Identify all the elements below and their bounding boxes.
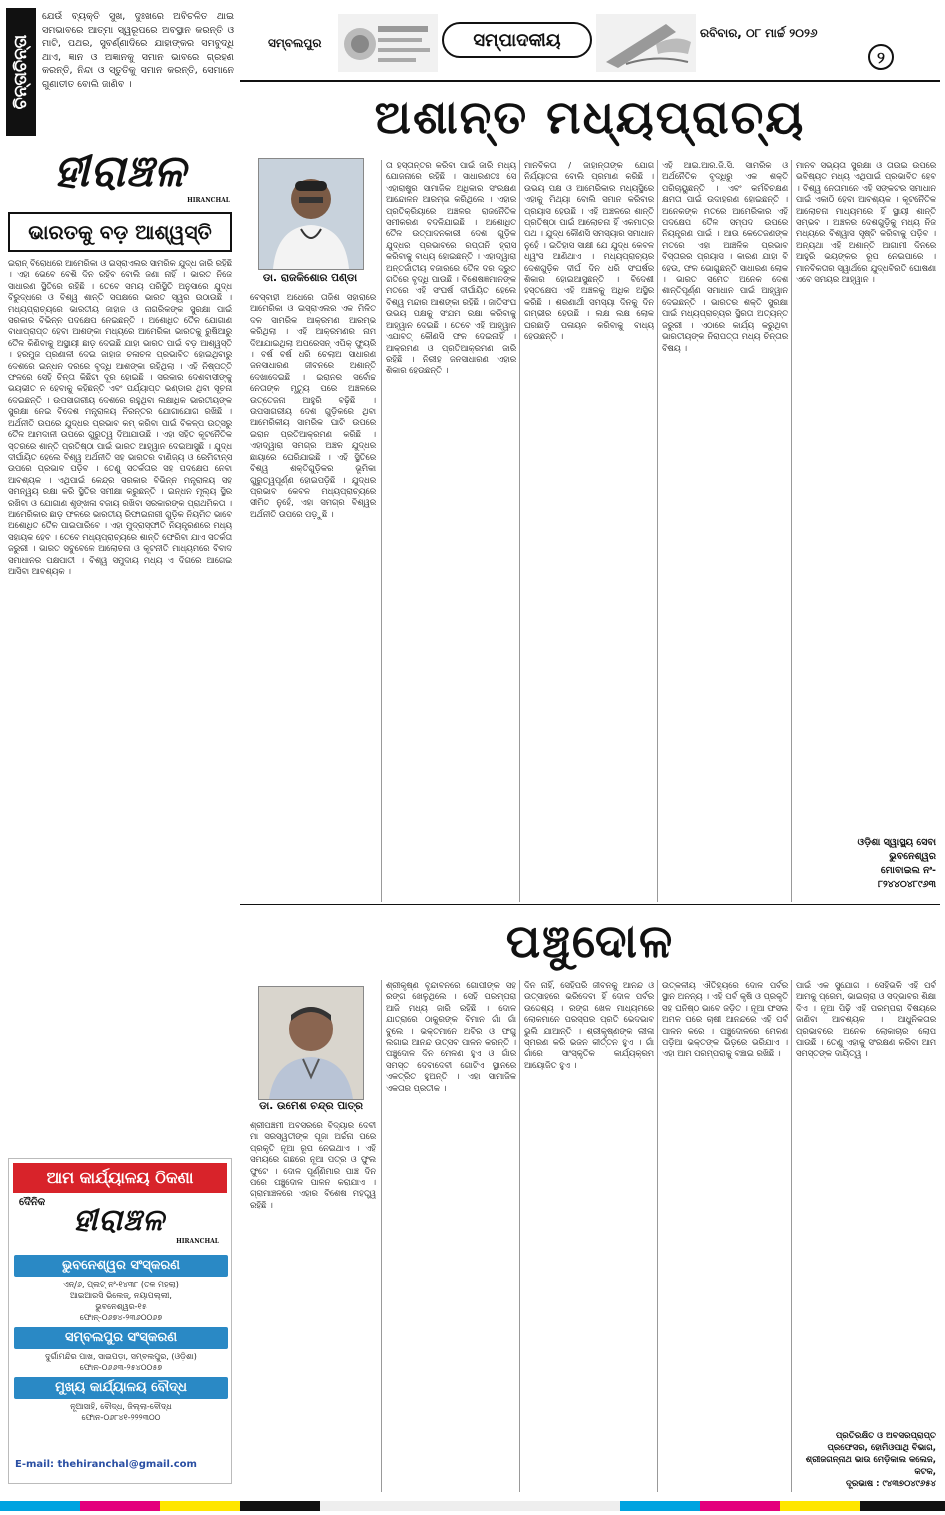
thought-box	[6, 8, 234, 136]
article2-column: ଉତ୍କଳୀୟ ଐତିହ୍ୟରେ ଦୋଳ ପର୍ବର ସ୍ଥାନ ଅନନ୍ୟ । ଏହି ପର୍ବ କୃଷି ଓ ପ୍ରକୃତି ସହ ଘନିଷ୍ଠ ଭାବେ ଜଡ଼ିତ । ନୂଆ ଫସଲ ଅମଳ ପରେ ଚାଷୀ ଆନନ୍ଦରେ ଏହି ପର୍ବ ପାଳନ କରେ । ପଞ୍ଚୁଦୋଳରେ ମେଳଣ ପଡ଼ିଆ ଭକ୍ତଙ୍କ ଭିଡ଼ରେ ଭରିଯାଏ । ଏହା ଆମ ପରମ୍ପରାକୁ ବଞ୍ଚାଇ ରଖିଛି ।	[662, 980, 788, 1059]
byline-line: ପ୍ରତିରକ୍ଷିତ ଓ ଅବସରପ୍ରାପ୍ତ	[835, 1431, 936, 1441]
column-divider	[519, 980, 520, 1492]
byline-line: ଓଡ଼ିଶା ସ୍ୱାସ୍ଥ୍ୟ ସେବା	[857, 837, 936, 848]
section-divider	[240, 904, 940, 905]
article2-column: ପାଇଁ ଏକ ସୁଯୋଗ । ସେହିଭଳି ଏହି ପର୍ବ ଆମକୁ ପ୍ରେମ, ଭାଇଚାରା ଓ ସଦ୍‌ଭାବର ଶିକ୍ଷା ଦିଏ । ନୂଆ ପିଢ଼ି ଏହି ପରମ୍ପରା ବିଷୟରେ ଜାଣିବା ଆବଶ୍ୟକ । ଆଧୁନିକତାର ପ୍ରଭାବରେ ଅନେକ ଲୋକାଚାର ଲୋପ ପାଉଛି । ତେଣୁ ଏହାକୁ ସଂରକ୍ଷଣ କରିବା ଆମ ସମସ୍ତଙ୍କ ଦାୟିତ୍ୱ ।	[796, 980, 936, 1059]
logo-text: ହୀରାଞ୍ଚଳ	[53, 146, 187, 197]
thought-label: ଚିନ୍ତାଚିନ୍ତା	[6, 8, 36, 136]
article2-title: ପଞ୍ଚୁଦୋଳ	[505, 914, 675, 968]
author2-caption: ଡା. ଉମେଶ ଚନ୍ଦ୍ର ପାତ୍ର	[259, 1100, 363, 1112]
article1-title: ଅଶାନ୍ତ ମଧ୍ୟପ୍ରାଚ୍ୟ	[374, 90, 806, 144]
article1-column: ମାନବିକତା / ଜାହାନ୍ତାଙ୍କ ଯୋଗ ନିର୍ଯ୍ୟାତନା ବୋଲି ପ୍ରମାଣ କରିଛି । ଉଭୟ ପକ୍ଷ ଓ ଆମେରିକାର ମଧ୍ୟସ୍ଥିରେ ଏହାକୁ ମିଥ୍ୟା ବୋଲି ସମାନ କରିବାର ପ୍ରୟାସ ହେଉଛି । ଏହି ଅଞ୍ଚଳରେ ଶାନ୍ତି ପ୍ରତିଷ୍ଠା ପାଇଁ ଆଲୋଚନା ହିଁ ଏକମାତ୍ର ପଥ । ଯୁଦ୍ଧ କୌଣସି ସମସ୍ୟାର ସମାଧାନ ନୁହେଁ । ଇତିହାସ ସାକ୍ଷୀ ଯେ ଯୁଦ୍ଧ କେବଳ ଧ୍ୱଂସ ଆଣିଥାଏ । ମଧ୍ୟପ୍ରାଚ୍ୟର ଦେଶଗୁଡ଼ିକ ଦୀର୍ଘ ଦିନ ଧରି ସଂଘର୍ଷର ଶିକାର ହୋଇଆସୁଛନ୍ତି । ବିଦେଶୀ ହସ୍ତକ୍ଷେପ ଏହି ଅଞ୍ଚଳକୁ ଅଧିକ ଅସ୍ଥିର କରିଛି । ଶରଣାର୍ଥୀ ସମସ୍ୟା ଦିନକୁ ଦିନ ଗମ୍ଭୀର ହେଉଛି । ଲକ୍ଷ ଲକ୍ଷ ଲୋକ ଘରଛାଡ଼ି ପଳାୟନ କରିବାକୁ ବାଧ୍ୟ ହେଉଛନ୍ତି ।	[524, 160, 654, 342]
column-divider	[519, 160, 520, 902]
column-divider	[791, 160, 792, 902]
office-address-box	[8, 1158, 232, 1484]
issue-date: ରବିବାର, ୦୮ ମାର୍ଚ୍ଚ ୨୦୨୬	[700, 26, 818, 40]
byline-line: ଦୂରଭାଷ : ୯୪୩୭୦୪୯୬୫୪	[846, 1479, 936, 1489]
address-boudh: ନୂଆସାହି, ବୌଦ୍ଧ, ଜିଲ୍ଲା-ବୌଦ୍ଧ ଫୋନ-୦୬୮୪୧-୨୨୨୩୦୦	[70, 1402, 172, 1422]
column-divider	[791, 980, 792, 1492]
article2-byline	[796, 1430, 936, 1490]
section-title: ସମ୍ପାଦକୀୟ	[442, 22, 592, 58]
office-logo-text: ହୀରାଞ୍ଚଳ	[73, 1203, 165, 1238]
byline-line: ୮୨୪୪୦୪୮୯୬୩	[878, 879, 936, 890]
thought-quote: ଯେଉଁ ବ୍ୟକ୍ତି ସୁଖ, ଦୁଃଖରେ ଅବିଚଳିତ ଥାଇ ସମଭାବରେ ଆତ୍ମା ସ୍ୱରୂପରେ ଅବସ୍ଥାନ କରନ୍ତି ଓ ମାଟି, ପଥର, ସୁବର୍ଣ୍ଣାଦିରେ ଯାହାଙ୍କର ସମବୁଦ୍ଧି ଥାଏ, ଜ୍ଞାନ ଓ ଅଜ୍ଞାନକୁ ସମାନ ଭାବରେ ଗ୍ରହଣ କରନ୍ତି, ନିନ୍ଦା ଓ ସ୍ତୁତିକୁ ସମାନ କରନ୍ତି, ସେମାନେ ଗୁଣାତୀତ ବୋଲି ଜାଣିବ ।	[42, 11, 234, 90]
article1-column: ତା ହସ୍ତାନ୍ତର କରିବା ପାଇଁ ଜାରି ମଧ୍ୟ ଯୋଜନାରେ ରହିଛି । ସାଧାରଣତଃ ସେ ଏହାରାଷ୍ଟ୍ର ସାମାଜିକ ଅଧିକାର ସଂରକ୍ଷଣ ଆନ୍ଦୋଳନ ଆରମ୍ଭ କରିଥିଲେ । ଏହାର ପ୍ରତିକ୍ରିୟାରେ ଅଞ୍ଚଳର ରାଜନୈତିକ ସମୀକରଣ ବଦଳିଯାଇଛି । ଅଶୋଧିତ ତୈଳ ଉତ୍ପାଦନକାରୀ ଦେଶ ଗୁଡ଼ିକ ଯୁଦ୍ଧର ପ୍ରଭାବରେ ରପ୍ତାନି ହ୍ରାସ କରିବାକୁ ବାଧ୍ୟ ହୋଇଛନ୍ତି । ଏହାଦ୍ୱାରା ଅନ୍ତର୍ଜାତୀୟ ବଜାରରେ ତୈଳ ଦର ଦ୍ରୁତ ଗତିରେ ବୃଦ୍ଧି ପାଉଛି । ବିଶେଷଜ୍ଞମାନଙ୍କ ମତରେ ଏହି ସଂଘର୍ଷ ଦୀର୍ଘାୟିତ ହେଲେ ବିଶ୍ୱ ମନ୍ଦାର ଆଶଙ୍କା ରହିଛି । ଜାତିସଂଘ ଉଭୟ ପକ୍ଷକୁ ସଂଯମ ରକ୍ଷା କରିବାକୁ ଆହ୍ୱାନ ଦେଇଛି । ତେବେ ଏହି ଆହ୍ୱାନ ଏଯାବତ୍ କୌଣସି ଫଳ ଦେଇନାହିଁ । ଆକ୍ରମଣ ଓ ପ୍ରତିଆକ୍ରମଣ ଜାରି ରହିଛି । ନିରୀହ ଜନସାଧାରଣ ଏହାର ଶିକାର ହେଉଛନ୍ତି ।	[386, 160, 516, 376]
office-logo	[19, 1203, 219, 1245]
edition-bhubaneswar: ଭୁବନେଶ୍ୱର ସଂସ୍କରଣ	[14, 1255, 228, 1277]
article1-column: ବେସ୍‌ବାହୀ ଅଧେରେ ତାଜିଶ ସହାରାରେ ଆମେରିକା ଓ ଇସ୍ରାଏଲର ଏକ ମିଳିତ ଦଳ ସାମରିକ ଆକ୍ରମଣ ଆରମ୍ଭ କରିଥିଲା । ଏହି ଆକ୍ରମଣର ନାମ ଦିଆଯାଇଥିଲା ଅପରେସନ୍ ଏପିକ୍ ଫ୍ୟୁରି । ବର୍ଷ ବର୍ଷ ଧରି ଚେଲାଅ ସାଧାରଣ ଜନସାଧାରଣ ଜୀବନରେ ଅଶାନ୍ତି ଦେଖାଦେଇଛି । ଇରାନର ସର୍ବୋଚ୍ଚ ନେତାଙ୍କ ମୃତ୍ୟୁ ପରେ ଅଞ୍ଚଳରେ ଉତ୍ତେଜନା ଆହୁରି ବଢ଼ିଛି । ଉପସାଗରୀୟ ଦେଶ ଗୁଡ଼ିକରେ ଥିବା ଆମେରିକୀୟ ସାମରିକ ଘାଟି ଉପରେ ଇରାନ ପ୍ରତିଆକ୍ରମଣ କରିଛି । ଏହାଦ୍ୱାରା ସମଗ୍ର ଅଞ୍ଚଳ ଯୁଦ୍ଧର ଛାୟାରେ ଘେରିଯାଇଛି । ଏହି ସ୍ଥିତିରେ ବିଶ୍ୱ ଶକ୍ତିଗୁଡ଼ିକର ଭୂମିକା ଗୁରୁତ୍ୱପୂର୍ଣ୍ଣ ହୋଇପଡ଼ିଛି । ଯୁଦ୍ଧର ପ୍ରଭାବ କେବଳ ମଧ୍ୟପ୍ରାଚ୍ୟରେ ସୀମିତ ନୁହେଁ, ଏହା ସମଗ୍ର ବିଶ୍ୱର ଅର୍ଥନୀତି ଉପରେ ପଡ଼ୁଛି ।	[250, 292, 376, 519]
office-title: ଆମ କାର୍ଯ୍ୟାଳୟ ଠିକଣା	[13, 1163, 227, 1193]
byline-line: ମୋବାଇଲ ନଂ-	[880, 865, 936, 876]
edition-sambalpur: ସମ୍ବଲପୁର ସଂସ୍କରଣ	[14, 1327, 228, 1349]
column-divider	[381, 160, 382, 902]
article1-column: ଏହି ଆଇ.ଆର.ଜି.ସି. ସାମରିକ ଓ ଅର୍ଥନୈତିକ ବୃଦ୍ଧିରୁ ଏକ ଶକ୍ତି ପରିଚାୟୁଛନ୍ତି । ଏବଂ କର୍ମବିଚକ୍ଷଣ କ୍ଷମତା ପାଇଁ ଉଦାହରଣ ହୋଇଛନ୍ତି । ଅନେକଙ୍କ ମତରେ ଆମେରିକାର ଏହି ପଦକ୍ଷେପ ତୈଳ ସମ୍ପଦ ଉପରେ ନିୟନ୍ତ୍ରଣ ପାଇଁ । ଆଉ କେତେଜଣଙ୍କ ମତରେ ଏହା ଆଞ୍ଚଳିକ ପ୍ରଭାବ ବିସ୍ତାରର ପ୍ରୟାସ । କାରଣ ଯାହା ବି ହେଉ, ଫଳ ଭୋଗୁଛନ୍ତି ସାଧାରଣ ଲୋକ । ଭାରତ ସମେତ ଅନେକ ଦେଶ ଶାନ୍ତିପୂର୍ଣ୍ଣ ସମାଧାନ ପାଇଁ ଆହ୍ୱାନ ଦେଇଛନ୍ତି । ଭାରତର ଶକ୍ତି ସୁରକ୍ଷା ପାଇଁ ମଧ୍ୟପ୍ରାଚ୍ୟର ସ୍ଥିରତା ଅତ୍ୟନ୍ତ ଜରୁରୀ । ଏଠାରେ କାର୍ଯ୍ୟ କରୁଥିବା ଭାରତୀୟଙ୍କ ନିରାପତ୍ତା ମଧ୍ୟ ଚିନ୍ତାର ବିଷୟ ।	[662, 160, 788, 353]
byline-line: ଭୁବନେଶ୍ୱର	[889, 851, 936, 862]
pen-writing-icon	[596, 14, 696, 72]
edition-place: ସମ୍ବଲପୁର	[268, 36, 322, 50]
column-divider	[381, 980, 382, 1492]
column-divider	[657, 160, 658, 902]
print-color-strip	[0, 1496, 945, 1506]
office-email: E-mail: thehiranchal@gmail.com	[15, 1459, 197, 1470]
article1-column: ମାନବ ସଭ୍ୟତା ସୁରକ୍ଷା ଓ ତାଉଇ ଉପରେ ଭବିଷ୍ୟତ ମଧ୍ୟ ଏଥିପାଇଁ ପ୍ରଭାବିତ ହେବ । ବିଶ୍ୱ ନେତାମାନେ ଏହି ସଙ୍କଟର ସମାଧାନ ପାଇଁ ଏକାଠି ହେବା ଆବଶ୍ୟକ । କୂଟନୈତିକ ଆଲୋଚନା ମାଧ୍ୟମରେ ହିଁ ସ୍ଥାୟୀ ଶାନ୍ତି ସମ୍ଭବ । ଅଞ୍ଚଳର ଦେଶଗୁଡ଼ିକୁ ମଧ୍ୟ ନିଜ ମଧ୍ୟରେ ବିଶ୍ୱାସ ସୃଷ୍ଟି କରିବାକୁ ପଡ଼ିବ । ଅନ୍ୟଥା ଏହି ଅଶାନ୍ତି ଆଗାମୀ ଦିନରେ ଆହୁରି ଭୟଙ୍କର ରୂପ ନେଇପାରେ । ମାନବିକତାର ସ୍ୱାର୍ଥରେ ଯୁଦ୍ଧବିରତି ଘୋଷଣା ଏବେ ସମୟର ଆହ୍ୱାନ ।	[796, 160, 936, 285]
address-sambalpur: ଦୁର୍ଗାମନ୍ଦିର ପାଖ, ସାଇପଡ଼ା, ସମ୍ବଲପୁର, (ଓଡ଼ିଶା) ଫୋନ-୦୬୬୩-୨୫୪୦୦୫୭	[45, 1352, 197, 1372]
article2-column: ଶ୍ରୀପଞ୍ଚମୀ ଅବସରରେ ବିଦ୍ୟାର ଦେବୀ ମା ସରସ୍ୱତୀଙ୍କ ପୂଜା ଅର୍ଚ୍ଚନା ପରେ ପ୍ରକୃତି ନୂଆ ରୂପ ନେଇଥାଏ । ଏହି ସମୟରେ ଗଛରେ ନୂଆ ପତ୍ର ଓ ଫୁଲ ଫୁଟେ । ଦୋଳ ପୂର୍ଣ୍ଣିମାର ପାଞ୍ଚ ଦିନ ପରେ ପଞ୍ଚୁଦୋଳ ପାଳନ କରାଯାଏ । ଗ୍ରାମାଞ୍ଚଳରେ ଏହାର ବିଶେଷ ମହତ୍ତ୍ୱ ରହିଛି ।	[250, 1120, 376, 1210]
logo-small-text: HIRANCHAL	[187, 197, 230, 204]
byline-line: ପ୍ରଫେସର, ହୋମିଓପାଥି ବିଭାଗ,	[827, 1443, 936, 1453]
office-logo-small: HIRANCHAL	[176, 1238, 219, 1245]
header-divider	[240, 80, 940, 82]
page-number: ୨	[868, 44, 894, 70]
office-daily: ଦୈନିକ	[19, 1197, 46, 1208]
article2-column: ଦିନ ନାହିଁ, ସେହିପରି ଜୀବନକୁ ଆନନ୍ଦ ଓ ଉତ୍ସାହରେ ଭରିଦେବା ହିଁ ଦୋଳ ପର୍ବର ଉଦ୍ଦେଶ୍ୟ । ରଙ୍ଗ ଖେଳ ମାଧ୍ୟମରେ ଲୋକମାନେ ପରସ୍ପର ପ୍ରତି ଭେଦଭାବ ଭୁଲି ଯାଆନ୍ତି । ଶ୍ରୀକୃଷ୍ଣଙ୍କ ଲୀଳା ସ୍ମରଣ କରି ଭଜନ କୀର୍ତ୍ତନ ହୁଏ । ଗାଁ ଗାଁରେ ସାଂସ୍କୃତିକ କାର୍ଯ୍ୟକ୍ରମ ଆୟୋଜିତ ହୁଏ ।	[524, 980, 654, 1070]
author1-photo	[258, 158, 364, 270]
edition-boudh: ମୁଖ୍ୟ କାର୍ଯ୍ୟାଳୟ ବୌଦ୍ଧ	[14, 1377, 228, 1399]
article1-byline	[796, 836, 936, 892]
header-illustration-icon	[338, 14, 438, 72]
newspaper-logo	[10, 146, 230, 206]
address-bhubaneswar: ଏନ୍/୬, ପ୍ଲଟ୍ ନଂ-୧୪୩୮ (ତଳ ମହଲା) ଆଇଆରସି ଭିଲେଜ୍, ନୟାପଲ୍ଲୀ, ଭୁବନେଶ୍ୱର-୧୫ ଫୋନ୍-୦୬୭୪-୨୩୬୦୦୬୭	[63, 1280, 179, 1322]
byline-line: ଶ୍ରୀଜଗନ୍ନାଥ ଭାଉ ମେଡ଼ିକାଲ କଲେଜ,	[805, 1455, 936, 1465]
column-divider	[657, 980, 658, 1492]
left-editorial-headline: ଭାରତକୁ ବଡ଼ ଆଶ୍ୱସ୍ତି	[8, 212, 232, 252]
author1-caption: ଡା. ରାଜକିଶୋର ପଣ୍ଡା	[262, 272, 358, 284]
left-editorial-body: ଇରାନ୍ ବିରୋଧରେ ଆମେରିକା ଓ ଇସ୍ରାଏଲର ସାମରିକ ଯୁଦ୍ଧ ଜାରି ରହିଛି । ଏହା ଭେବେ ବେଶି ଦିନ ରହିବ ବୋଲି ଜଣା ନାହିଁ । ଭାରତ ନିଜେ ସାଧାରଣ ସ୍ଥିତିରେ ରହିଛି । ତେବେ ସମୟ ପରିସ୍ଥିତି ଅନୁସାରେ ଯୁଦ୍ଧ ବିରୁଦ୍ଧରେ ଓ ବିଶ୍ୱ ଶାନ୍ତି ସପକ୍ଷରେ ଭାରତ ସ୍ୱର ଉଠାଉଛି । ମଧ୍ୟପ୍ରାଚ୍ୟରେ ଭାରତୀୟ ଜାହାଜ ଓ ନାଗରିକଙ୍କ ସୁରକ୍ଷା ପାଇଁ ସରକାର ବିଭିନ୍ନ ପଦକ୍ଷେପ ନେଇଛନ୍ତି । ଅଶୋଧିତ ତୈଳ ଯୋଗାଣ ବାଧାପ୍ରାପ୍ତ ହେବା ଆଶଙ୍କା ମଧ୍ୟରେ ଆମେରିକା ଭାରତକୁ ରୁଷିଆରୁ ତୈଳ କିଣିବାକୁ ଅସ୍ଥାୟୀ ଛାଡ଼ ଦେଇଛି ଯାହା ଭାରତ ପାଇଁ ବଡ଼ ଆଶ୍ୱସ୍ତି । ହରମୁଜ ପ୍ରଣାଳୀ ଦେଇ ଜାହାଜ ଚଳାଚଳ ପ୍ରଭାବିତ ହୋଇଥିବାରୁ ଦେଶରେ ଇନ୍ଧନ ଦରରେ ବୃଦ୍ଧି ଆଶଙ୍କା ରହିଥିଲା । ଏହି ନିଷ୍ପତ୍ତି ଫଳରେ ସେହି ଚିନ୍ତା କିଛିଟା ଦୂର ହୋଇଛି । ସରକାର ଦେଶବାସୀଙ୍କୁ ଭୟଭୀତ ନ ହେବାକୁ କହିଛନ୍ତି ଏବଂ ପର୍ଯ୍ୟାପ୍ତ ଭଣ୍ଡାର ଥିବା ସୂଚନା ଦେଇଛନ୍ତି । ଉପସାଗରୀୟ ଦେଶରେ ରହୁଥିବା ଲକ୍ଷାଧିକ ଭାରତୀୟଙ୍କ ସୁରକ୍ଷା ନେଇ ବିଦେଶ ମନ୍ତ୍ରାଳୟ ନିରନ୍ତର ଯୋଗାଯୋଗ ରଖିଛି । ଅର୍ଥନୀତି ଉପରେ ଯୁଦ୍ଧର ପ୍ରଭାବ କମ୍ କରିବା ପାଇଁ ବିକଳ୍ପ ଉତ୍ସରୁ ତୈଳ ଆମଦାନୀ ଉପରେ ଗୁରୁତ୍ୱ ଦିଆଯାଉଛି । ଏହା ସହିତ କୂଟନୈତିକ ସ୍ତରରେ ଶାନ୍ତି ପ୍ରତିଷ୍ଠା ପାଇଁ ଭାରତ ଆହ୍ୱାନ ଦେଇଆସୁଛି । ଯୁଦ୍ଧ ଦୀର୍ଘାୟିତ ହେଲେ ବିଶ୍ୱ ଅର୍ଥନୀତି ସହ ଭାରତର ବାଣିଜ୍ୟ ଓ ରେମିଟାନ୍ସ ଉପରେ ପ୍ରଭାବ ପଡ଼ିବ । ତେଣୁ ସତର୍କତାର ସହ ପଦକ୍ଷେପ ନେବା ଆବଶ୍ୟକ । ଏଥିପାଇଁ କେନ୍ଦ୍ର ସରକାର ବିଭିନ୍ନ ମନ୍ତ୍ରାଳୟ ସହ ସମନ୍ୱୟ ରକ୍ଷା କରି ସ୍ଥିତିର ସମୀକ୍ଷା କରୁଛନ୍ତି । ଇନ୍ଧନ ମୂଲ୍ୟ ସ୍ଥିର ରଖିବା ଓ ଯୋଗାଣ ଶୃଙ୍ଖଳା ବଜାୟ ରଖିବା ସରକାରଙ୍କ ପ୍ରାଥମିକତା । ଆମେରିକାର ଛାଡ଼ ଫଳରେ ଭାରତୀୟ ରିଫାଇନାରୀ ଗୁଡ଼ିକ ନିୟମିତ ଭାବେ ଅଶୋଧିତ ତୈଳ ପାଇପାରିବେ । ଏହା ମୁଦ୍ରାସ୍ଫୀତି ନିୟନ୍ତ୍ରଣରେ ମଧ୍ୟ ସହାୟକ ହେବ । ତେବେ ମଧ୍ୟପ୍ରାଚ୍ୟରେ ଶାନ୍ତି ଫେରିବା ଯାଏ ସତର୍କତା ଜରୁରୀ । ଭାରତ ସବୁବେଳେ ଆଲୋଚନା ଓ କୂଟନୀତି ମାଧ୍ୟମରେ ବିବାଦ ସମାଧାନର ପକ୍ଷପାତୀ । ବିଶ୍ୱ ସମୁଦାୟ ମଧ୍ୟ ଏ ଦିଗରେ ଆଗେଇ ଆସିବା ଆବଶ୍ୟକ ।	[8, 258, 232, 576]
author2-photo	[258, 986, 364, 1100]
article2-column: ଶ୍ରୀକୃଷ୍ଣ ବୃନ୍ଦାବନରେ ଗୋପୀଙ୍କ ସହ ରଙ୍ଗ ଖେଳୁଥିଲେ । ସେହି ପରମ୍ପରା ଆଜି ମଧ୍ୟ ଜାରି ରହିଛି । ଦୋଳ ଯାତ୍ରାରେ ଠାକୁରଙ୍କ ବିମାନ ଗାଁ ଗାଁ ବୁଲେ । ଭକ୍ତମାନେ ଅବିର ଓ ଫଗୁ ଲଗାଇ ଆନନ୍ଦ ଉତ୍ସବ ପାଳନ କରନ୍ତି । ପଞ୍ଚୁଦୋଳ ଦିନ ମେଳଣ ହୁଏ ଓ ଗାଁର ସମସ୍ତ ଦେବାଦେବୀ ଗୋଟିଏ ସ୍ଥାନରେ ଏକତ୍ରିତ ହୁଅନ୍ତି । ଏହା ସାମାଜିକ ଏକତାର ପ୍ରତୀକ ।	[386, 980, 516, 1093]
byline-line: କଟକ,	[914, 1467, 936, 1477]
